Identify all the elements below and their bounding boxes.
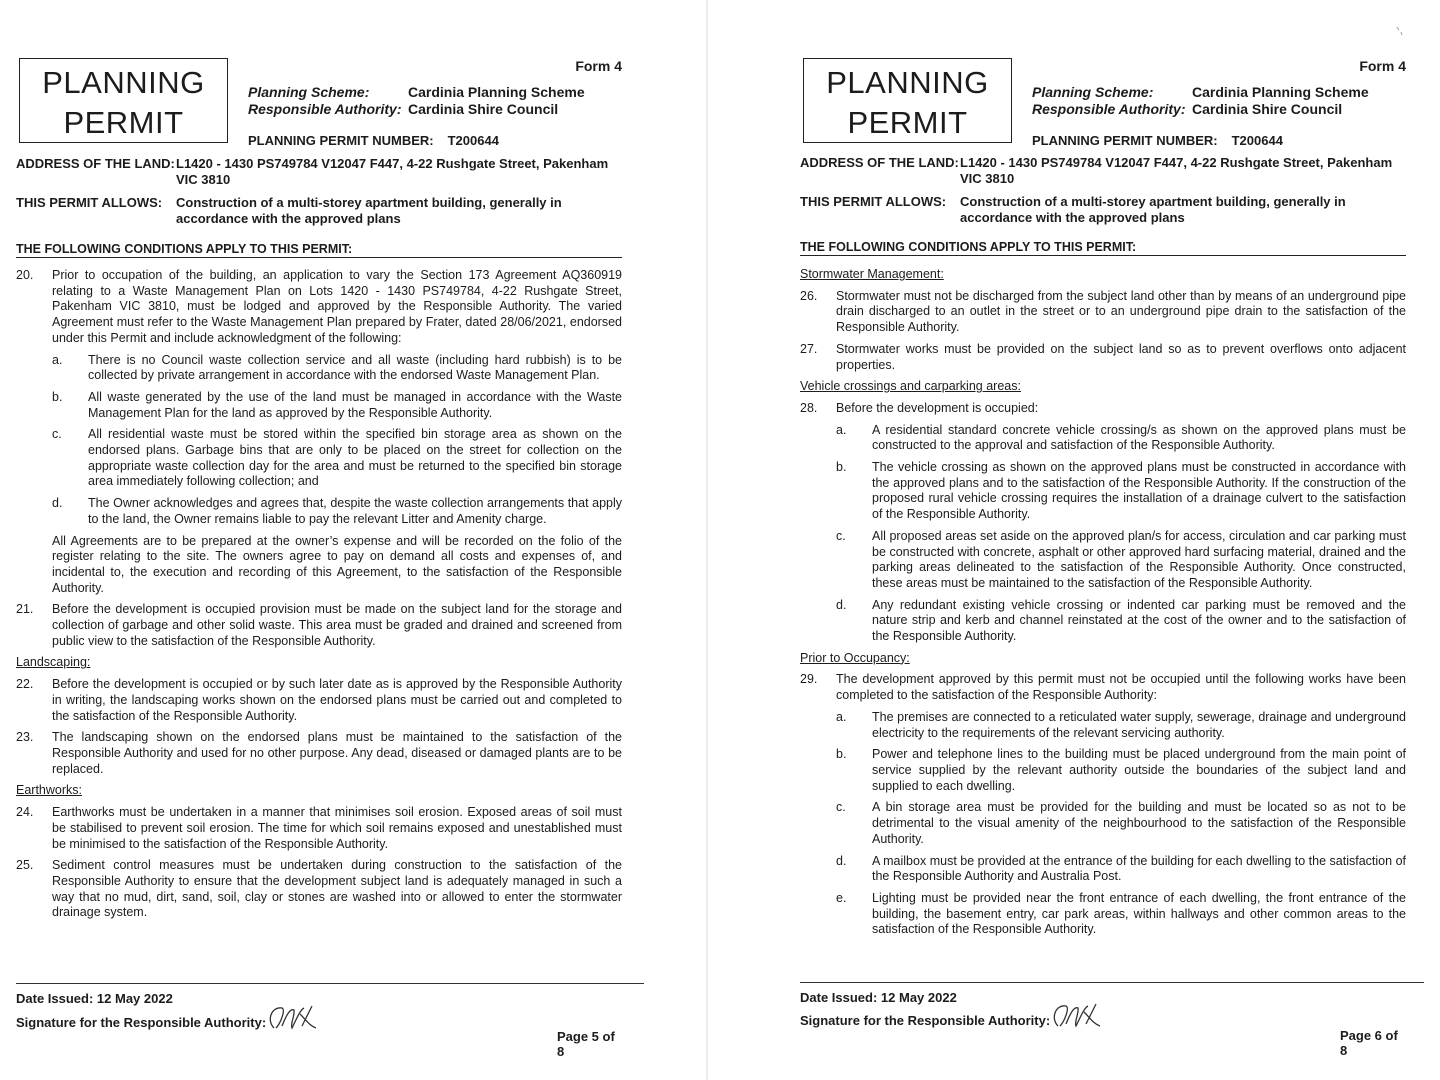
sub-item [836,800,1406,847]
scheme-block [1032,84,1369,118]
condition-number: 29. [800,672,818,687]
sub-text: All proposed areas set aside on the approved plan/s for access, circulation and car parking must be constructed with concrete, asphalt or other approved hard surfacing material, drained and the parking areas delineated to the satisfaction of the Responsible Authority. Once constructed, these areas must be maintained to the satisfaction of the Responsible Authority. [872,528,1406,590]
authority-value: Cardinia Shire Council [1192,101,1343,117]
condition-item [800,401,1406,645]
sub-letter: c. [52,427,62,442]
address-value: L1420 - 1430 PS749784 V12047 F447, 4-22 Rushgate Street, Pakenham VIC 3810 [176,156,609,187]
condition-item [800,289,1406,336]
condition-item [16,268,622,596]
permit-title-line-1: PLANNING [42,65,205,100]
permit-title-line-2: PERMIT [847,105,968,140]
sub-item [836,598,1406,645]
condition-text: Before the development is occupied: [836,400,1039,415]
allows-value: Construction of a multi-storey apartment building, generally in accordance with the approved plans [176,195,562,226]
footer-rule [800,982,1424,983]
condition-number: 27. [800,341,818,356]
sub-text: The premises are connected to a reticulated water supply, sewerage, drainage and underground electricity to the requirements of the relevant servicing authority. [872,709,1406,740]
address-label: ADDRESS OF THE LAND: [800,155,959,170]
condition-item [16,602,622,649]
permit-number-row [248,133,499,148]
sub-letter: c. [836,800,846,815]
permit-title-line-2: PERMIT [63,105,184,140]
condition-text: Stormwater works must be provided on the subject land so as to prevent overflows onto adjacent properties. [836,341,1406,372]
condition-text: Sediment control measures must be undertaken during construction to the satisfaction of the Responsible Authority to ensure that the development subject land is adequately managed in such a way that no mud, dirt, sand, soil, clay or stones are washed into or allowed to enter the stormwater drainage system. [52,858,622,920]
address-value: L1420 - 1430 PS749784 V12047 F447, 4-22 Rushgate Street, Pakenham VIC 3810 [960,155,1393,186]
sub-text: Lighting must be provided near the front entrance of each dwelling, the front entrance of the building, the basement entry, car park areas, within hallways and other common areas to the satisfaction of the Responsible Authority. [872,890,1406,937]
allows-label: THIS PERMIT ALLOWS: [800,194,947,209]
condition-number: 24. [16,805,34,820]
sub-item [836,460,1406,523]
section-heading-stormwater: Stormwater Management: [800,267,944,281]
sub-letter: b. [836,460,847,475]
address-row [16,156,622,188]
conditions-body [800,267,1406,944]
authority-label: Responsible Authority: [248,101,402,117]
permit-number-row [1032,133,1283,148]
scheme-label: Planning Scheme: [248,84,370,100]
sub-item [52,496,622,527]
stray-mark [1393,24,1407,38]
form-label: Form 4 [575,58,622,74]
sub-text: There is no Council waste collection service and all waste (including hard rubbish) is to be collected by private arrangement in accordance with the endorsed Waste Management Plan. [88,352,622,383]
condition-number: 20. [16,268,34,282]
scheme-value: Cardinia Planning Scheme [408,84,585,100]
condition-text: Before the development is occupied provision must be made on the subject land for the storage and collection of garbage and other solid waste. This area must be graded and drained and screened from public view to the satisfaction of the Responsible Authority. [52,602,622,648]
condition-text: Earthworks must be undertaken in a manner that minimises soil erosion. Exposed areas of soil must be stabilised to prevent soil erosion. The time for which soil remains exposed and unestablished must be minimised to the satisfaction of the Responsible Authority. [52,805,622,851]
signature-label: Signature for the Responsible Authority: [16,1015,267,1030]
address-label: ADDRESS OF THE LAND: [16,156,175,171]
planning-permit-box [803,58,1012,143]
section-heading-landscaping: Landscaping: [16,655,91,670]
form-label: Form 4 [1359,58,1406,74]
conditions-body [16,268,622,927]
page-number: Page 6 of 8 [1340,1028,1398,1058]
condition-number: 25. [16,858,34,873]
sub-letter: d. [836,597,847,612]
sub-item [836,423,1406,454]
sub-item [836,529,1406,592]
condition-item [800,672,1406,938]
sub-text: The vehicle crossing as shown on the approved plans must be constructed in accordance with the approved plans and to the satisfaction of the Responsible Authority. If the construction of the proposed rural vehicle crossing requires the installation of a drainage culvert to the satisfaction of the Responsible Authority. [872,460,1406,522]
date-issued: Date Issued: 12 May 2022 [800,990,957,1005]
condition-number: 26. [800,288,818,303]
condition-number: 22. [16,677,34,692]
sub-text: All waste generated by the use of the land must be managed in accordance with the Waste Management Plan for the land as approved by the Responsible Authority. [88,389,622,420]
condition-text: Prior to occupation of the building, an application to vary the Section 173 Agreement AQ360919 relating to a Waste Management Plan on Lots 1420 - 1430 PS749784, 4-22 Rushgate Street, Pakenham VIC 3810, must be lodged and approved by the Responsible Authority. The varied Agreement must refer to the Waste Management Plan prepared by Frater, dated 28/06/2021, endorsed under this Permit and include acknowledgment of the following: [52,268,622,345]
sub-letter: b. [52,389,63,404]
condition-number: 21. [16,602,34,617]
authority-label: Responsible Authority: [1032,101,1186,117]
sub-item [52,353,622,384]
sub-text: The Owner acknowledges and agrees that, despite the waste collection arrangements that apply to the land, the Owner remains liable to pay the relevant Litter and Amenity charge. [88,496,622,526]
condition-item [16,677,622,724]
sub-letter: d. [52,496,63,511]
signature-label: Signature for the Responsible Authority: [800,1013,1051,1028]
sub-text: A residential standard concrete vehicle crossing/s as shown on the approved plans must be constructed to the approval and satisfaction of the Responsible Authority. [872,422,1406,453]
sub-letter: b. [836,747,847,762]
condition-text: Before the development is occupied or by such later date as is approved by the Responsible Authority in writing, the landscaping works shown on the endorsed plans must be carried out and completed to the satisfaction of the Responsible Authority. [52,677,622,723]
allows-label: THIS PERMIT ALLOWS: [16,195,163,210]
page-number: Page 5 of 8 [557,1029,615,1059]
sub-text: A bin storage area must be provided for the building and must be located so as not to be detrimental to the visual amenity of the neighbourhood to the satisfaction of the Responsible Authority. [872,800,1406,846]
sub-letter: d. [836,853,847,868]
permit-number-label: PLANNING PERMIT NUMBER: [248,133,434,148]
sub-text: A mailbox must be provided at the entrance of the building for each dwelling to the satisfaction of the Responsible Authority and Australia Post. [872,853,1406,884]
condition-text: Stormwater must not be discharged from the subject land other than by means of an underground pipe drain discharged to an outlet in the street or to an underground pipe drain to the satisfaction of the Responsible Authority. [836,288,1406,335]
conditions-heading: THE FOLLOWING CONDITIONS APPLY TO THIS PERMIT: [16,242,622,258]
document-page-6 [784,0,1440,1080]
condition-item [800,342,1406,373]
condition-text: The landscaping shown on the endorsed plans must be maintained to the satisfaction of the Responsible Authority and used for no other purpose. Any dead, diseased or damaged plants are to be replaced. [52,730,622,776]
signature-mark [1048,996,1108,1036]
condition-item [16,858,622,921]
sub-letter: c. [836,528,846,543]
permit-title-line-1: PLANNING [826,65,989,100]
permit-number-label: PLANNING PERMIT NUMBER: [1032,133,1218,148]
scheme-block [248,84,585,118]
sub-item [52,427,622,490]
sub-item [836,710,1406,741]
sub-letter: a. [836,709,847,724]
condition-item [16,730,622,777]
condition-paragraph: All Agreements are to be prepared at the owner’s expense and will be recorded on the folio of the register relating to the site. The owners agree to pay on demand all costs and expenses of, and incidental to, the execution and recording of this Agreement, to the satisfaction of the Responsible Authority. [52,533,622,595]
section-heading-occupancy: Prior to Occupancy: [800,650,910,665]
permit-number: T200644 [1231,133,1283,148]
scheme-value: Cardinia Planning Scheme [1192,84,1369,100]
allows-value: Construction of a multi-storey apartment building, generally in accordance with the approved plans [960,194,1346,225]
address-row [800,155,1406,187]
condition-number: 28. [800,400,818,415]
sub-item [836,747,1406,794]
footer-rule [16,983,644,984]
sub-letter: e. [836,890,847,905]
sub-item [52,390,622,421]
condition-text: The development approved by this permit must not be occupied until the following works have been completed to the satisfaction of the Responsible Authority: [836,672,1406,703]
section-heading-earthworks: Earthworks: [16,783,82,798]
date-issued: Date Issued: 12 May 2022 [16,991,173,1006]
sub-text: All residential waste must be stored within the specified bin storage area as shown on the endorsed plans. Garbage bins that are only to be placed on the street for collection on the appropriate waste collection day for the area and must be returned to the specified bin storage area immediately following collection; and [88,427,622,489]
sub-letter: a. [52,352,63,367]
sub-item [836,891,1406,938]
sub-text: Any redundant existing vehicle crossing or indented car parking must be removed and the nature strip and kerb and channel reinstated at the cost of the owner and to the satisfaction of the Responsible Authority. [872,597,1406,644]
sub-letter: a. [836,422,847,437]
sub-item [836,854,1406,885]
allows-row [16,195,622,227]
planning-permit-box [19,58,228,143]
scheme-label: Planning Scheme: [1032,84,1154,100]
authority-value: Cardinia Shire Council [408,101,559,117]
signature-mark [264,998,324,1038]
allows-row [800,194,1406,226]
condition-item [16,805,622,852]
sub-text: Power and telephone lines to the building must be placed underground from the main point of service supplied by the relevant authority outside the boundaries of the subject land and supplied to each dwelling. [872,747,1406,793]
conditions-heading: THE FOLLOWING CONDITIONS APPLY TO THIS PERMIT: [800,240,1406,256]
permit-number: T200644 [447,133,499,148]
condition-number: 23. [16,730,34,745]
section-heading-vehicle-crossings: Vehicle crossings and carparking areas: [800,379,1021,394]
